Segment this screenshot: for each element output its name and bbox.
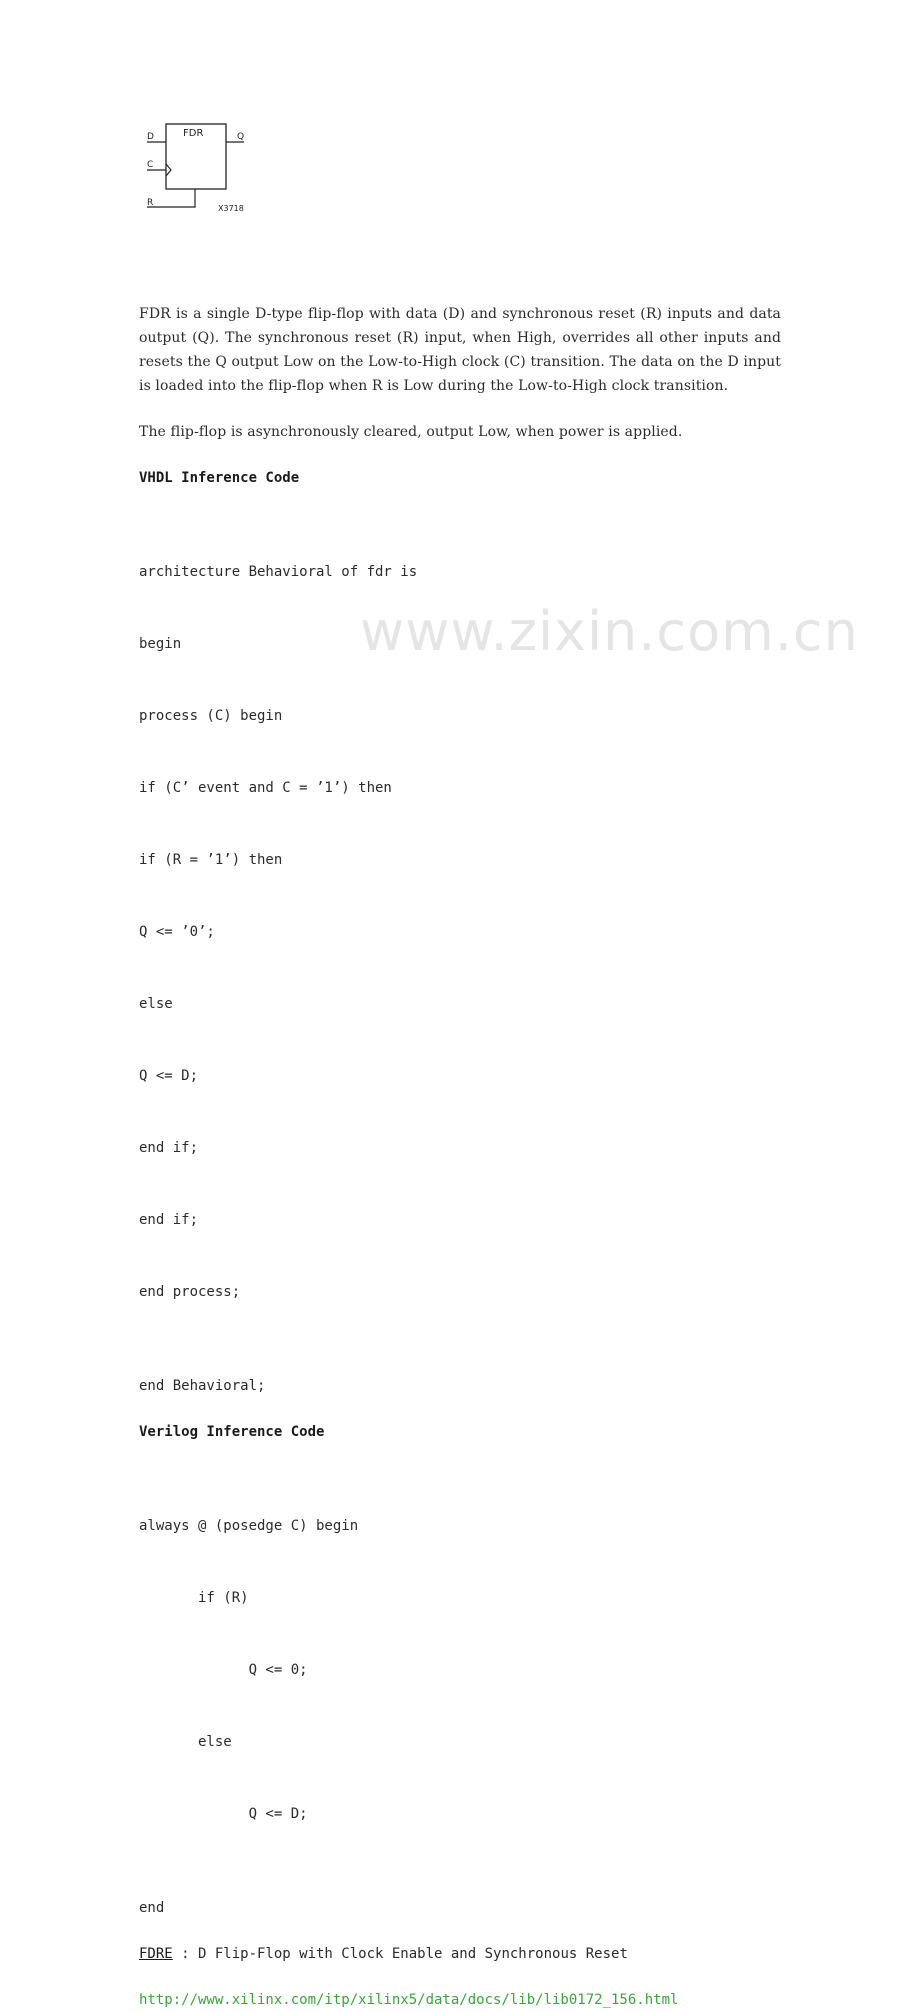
verilog-code-block xyxy=(139,1466,781,1874)
vhdl-code-line: Q <= D; xyxy=(139,1068,199,1084)
verilog-code-line: Q <= D; xyxy=(139,1806,308,1822)
vhdl-code-line: process (C) begin xyxy=(139,708,283,724)
fdre-link[interactable]: FDRE xyxy=(139,1946,173,1962)
verilog-code-line: if (R) xyxy=(139,1590,249,1606)
pin-d-label: D xyxy=(147,132,154,142)
vhdl-code-line: else xyxy=(139,996,173,1012)
verilog-end-line: end xyxy=(139,1900,165,1916)
see-also-text: : D Flip-Flop with Clock Enable and Synchronous Reset xyxy=(172,1946,628,1962)
document-content xyxy=(139,302,781,2012)
vhdl-code-line: if (R = ’1’) then xyxy=(139,852,283,868)
clock-triangle-icon xyxy=(166,164,171,176)
verilog-code-line: else xyxy=(139,1734,232,1750)
vhdl-code-line: end process; xyxy=(139,1284,241,1300)
source-url[interactable]: http://www.xilinx.com/itp/xilinx5/data/docs/lib/lib0172_156.html xyxy=(139,1992,679,2008)
vhdl-code-line: architecture Behavioral of fdr is xyxy=(139,564,418,580)
vhdl-code-line: if (C’ event and C = ’1’) then xyxy=(139,780,392,796)
see-also-line xyxy=(139,1942,781,1966)
vhdl-code-line: Q <= ’0’; xyxy=(139,924,215,940)
vhdl-code-block xyxy=(139,512,781,1352)
figure-id: X3718 xyxy=(218,204,244,213)
pin-r-line xyxy=(147,189,195,207)
verilog-code-line: Q <= 0; xyxy=(139,1662,308,1678)
verilog-heading: Verilog Inference Code xyxy=(139,1424,325,1440)
fdr-symbol-svg xyxy=(138,118,258,218)
pin-r-label: R xyxy=(147,198,154,208)
fdr-symbol-diagram xyxy=(138,118,258,218)
description-paragraph-2: The flip-flop is asynchronously cleared, output Low, when power is applied. xyxy=(139,424,683,440)
description-paragraph-1: FDR is a single D-type flip-flop with data (D) and synchronous reset (R) inputs and data output (Q). The synchronous reset (R) input, when High, overrides all other inputs and resets the Q output Low on the Low-to-High clock (C) transition. The data on the D input is loaded into the flip-flop when R is Low during the Low-to-High clock transition. xyxy=(139,306,781,394)
vhdl-code-line: end if; xyxy=(139,1212,199,1228)
pin-c-label: C xyxy=(147,160,154,170)
pin-q-label: Q xyxy=(237,132,245,142)
vhdl-heading: VHDL Inference Code xyxy=(139,470,300,486)
watermark-text: www.zixin.com.cn xyxy=(360,600,859,663)
vhdl-code-line: begin xyxy=(139,636,182,652)
symbol-title: FDR xyxy=(183,128,204,139)
vhdl-code-line: end if; xyxy=(139,1140,199,1156)
verilog-code-line: always @ (posedge C) begin xyxy=(139,1518,359,1534)
vhdl-end-line: end Behavioral; xyxy=(139,1378,266,1394)
